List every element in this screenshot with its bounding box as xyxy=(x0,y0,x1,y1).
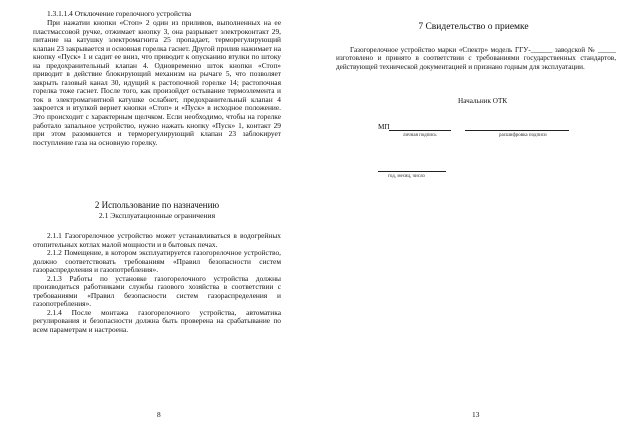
para-2-1-4: 2.1.4 После монтажа газогорелочного устройства, автоматика регулирования и безопасности должна быть проверена на срабатывание по всем параметрам и настроена. xyxy=(33,307,281,335)
subchapter-title: 2.1 Эксплуатационные ограничения xyxy=(98,211,216,220)
right-page xyxy=(316,0,631,446)
chapter-title: 2 Использование по назначению xyxy=(94,200,220,210)
page-number-left: 8 xyxy=(157,410,161,419)
restrictions-block xyxy=(33,232,281,335)
page-number-right: 13 xyxy=(472,410,480,419)
date-caption: год, месяц, число xyxy=(388,174,425,179)
stamp-label: МП xyxy=(378,123,390,131)
shutdown-paragraph xyxy=(33,19,281,147)
signature-line xyxy=(389,130,451,131)
head-label: Начальник ОТК xyxy=(458,97,508,105)
signature-caption: личная подпись xyxy=(403,133,437,138)
para-2-1-2: 2.1.2 Помещение, в котором эксплуатируется газогорелочное устройство, должно соответствовать требованиям «Правил безопасности систем газораспределения и газопотребления». xyxy=(33,248,281,275)
decode-caption: расшифровка подписи xyxy=(499,133,547,138)
para-2-1-3: 2.1.3 Работы по установке газогорелочного устройства должны производиться работниками службы газового хозяйства в соответствии с требованиями «Правил безопасности систем газораспределения и газопотребления». xyxy=(33,273,281,309)
date-line xyxy=(378,171,446,172)
certificate-title: 7 Свидетельство о приемке xyxy=(418,22,529,32)
certificate-text: Газогорелочное устройство марки «Спектр» модель ГГУ-______ заводской № _____ изготовлено и принято в соответствии с требованиями государственных стандартов, действующей технической документацией и признано годным для эксплуатации. xyxy=(336,46,616,71)
decode-line xyxy=(465,130,569,131)
section-heading: 1.3.1.1.4 Отключение горелочного устройства xyxy=(47,9,192,18)
para-shutdown: При нажатии кнопки «Стоп» 2 один из приливов, выполненных на ее пластмассовой ручке, отжимает кнопку 3, она разрывает электроконтакт 29, питание на катушку электромагнита 25 пропадает, терморегулирующий клапан 23 закрывается и основная горелка гаснет. Другой прилив нажимает на кнопку «Пуск» 1 и садит ее вниз, что приводит к опусканию втулки по штоку на предохранительный клапан 4. Одновременно шток кнопки «Стоп» приводит в действие блокирующий механизм на рычаге 5, что позволяет закрыть газовый канал 30, идущий к растопочной горелке 14; растопочная горелка тоже гаснет. После того, как произойдет остывание термоэлемента и ток в электромагнитной катушке ослабнет, предохранительный клапан 4 закроется и втулкой вернет кнопки «Стоп» и «Пуск» в исходное положение. Это происходит с характерным щелчком. Если необходимо, чтобы на горелке работало запальное устройство, нужно нажать кнопку «Пуск» 1, контакт 29 при этом разомкнется и терморегулирующий клапан 23 заблокирует поступление газа на основную горелку. xyxy=(33,18,281,147)
para-2-1-1: 2.1.1 Газогорелочное устройство может устанавливаться в водогрейных отопительных котлах малой мощности и в бытовых печах. xyxy=(33,231,281,249)
